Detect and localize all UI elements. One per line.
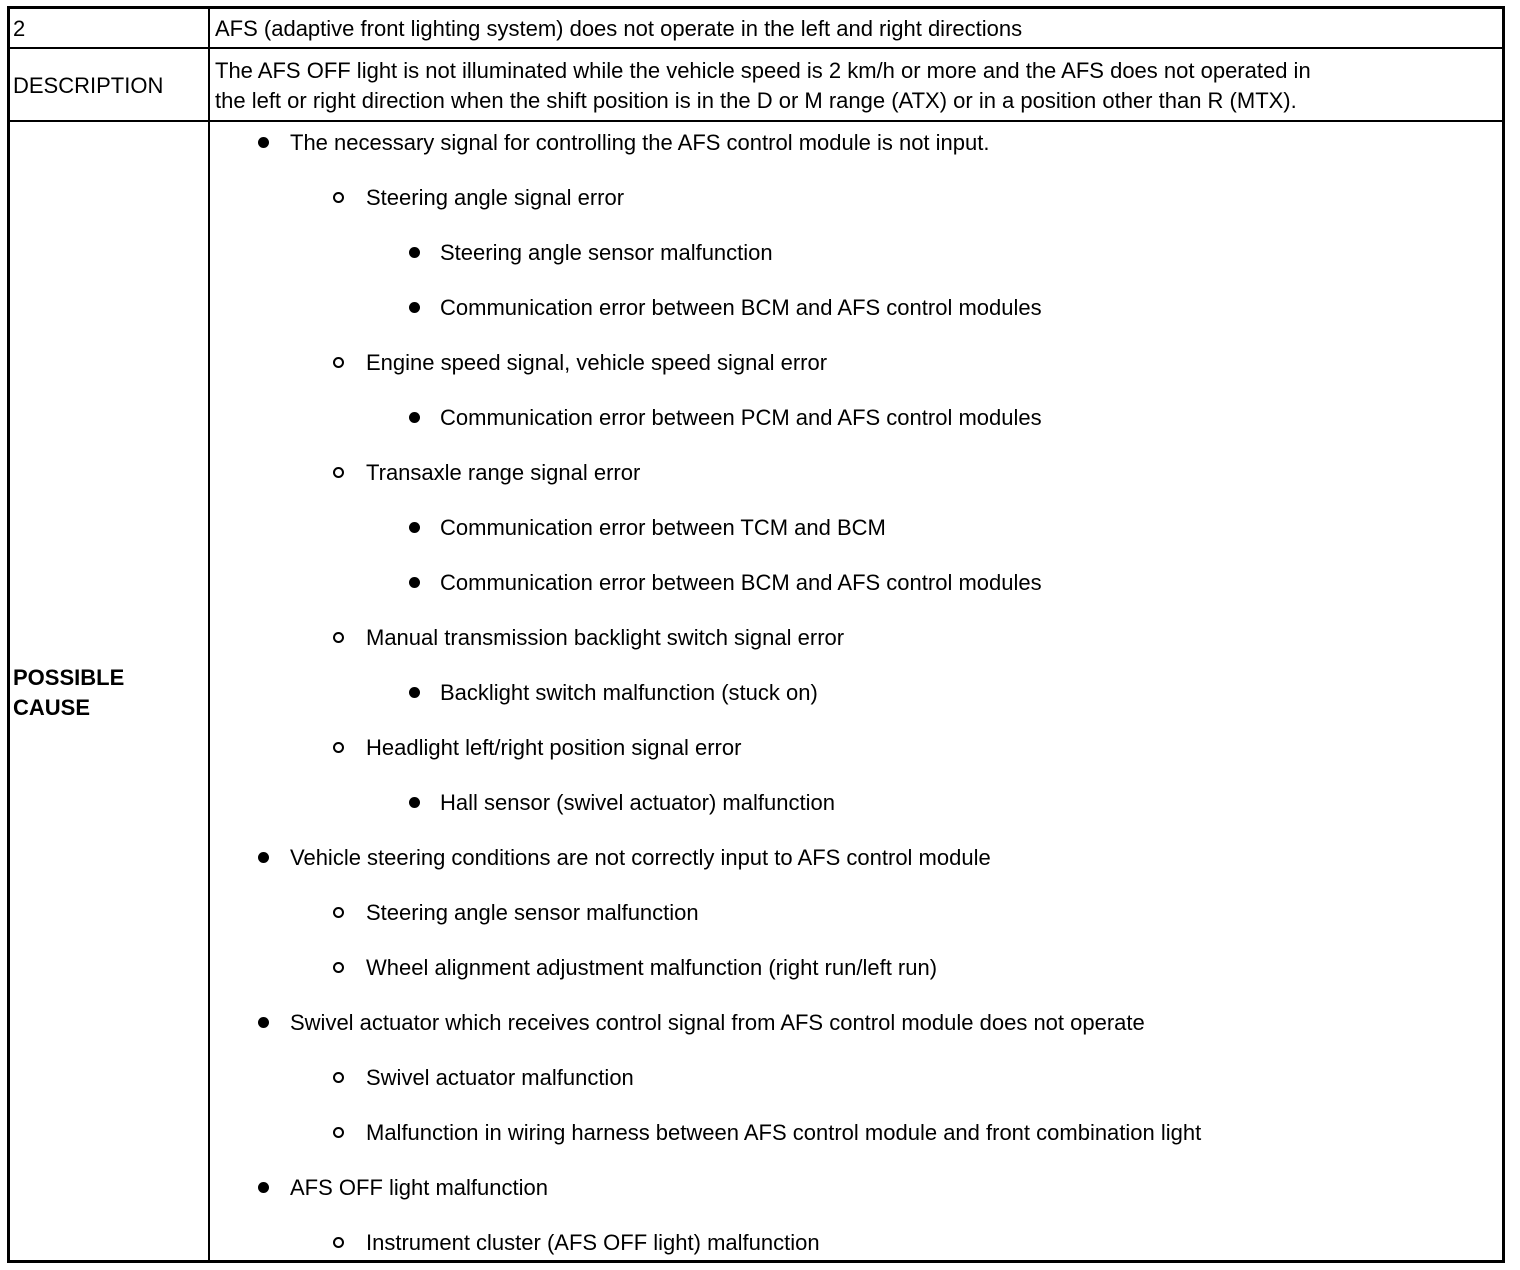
hollow-bullet-icon	[333, 907, 344, 918]
cause-item-text: Swivel actuator malfunction	[366, 1065, 634, 1090]
description-label: DESCRIPTION	[13, 73, 164, 98]
description-line-1: The AFS OFF light is not illuminated while the vehicle speed is 2 km/h or more and the AFS does not operated in	[215, 58, 1311, 83]
cause-item-text: Steering angle sensor malfunction	[440, 240, 773, 265]
filled-bullet-icon	[409, 247, 420, 258]
cause-item-text: The necessary signal for controlling the AFS control module is not input.	[290, 130, 990, 155]
filled-bullet-icon	[258, 1182, 269, 1193]
filled-bullet-icon	[409, 302, 420, 313]
cause-item-text: Instrument cluster (AFS OFF light) malfunction	[366, 1230, 820, 1255]
hollow-bullet-icon	[333, 742, 344, 753]
cause-item-text: Manual transmission backlight switch signal error	[366, 625, 845, 650]
hollow-bullet-icon	[333, 1072, 344, 1083]
cause-item-text: Swivel actuator which receives control signal from AFS control module does not operate	[290, 1010, 1145, 1035]
cause-item-text: Hall sensor (swivel actuator) malfunction	[440, 790, 835, 815]
possible-cause-label-line-2: CAUSE	[13, 695, 91, 720]
row-divider-description	[7, 120, 1505, 122]
hollow-bullet-icon	[333, 467, 344, 478]
cause-item-text: Steering angle signal error	[366, 185, 625, 210]
step-title: AFS (adaptive front lighting system) does not operate in the left and right directions	[215, 16, 1023, 41]
cause-item-text: Headlight left/right position signal error	[366, 735, 742, 760]
filled-bullet-icon	[409, 522, 420, 533]
hollow-bullet-icon	[333, 192, 344, 203]
possible-cause-label-line-1: POSSIBLE	[13, 665, 125, 690]
cause-item-text: Communication error between BCM and AFS control modules	[440, 570, 1042, 595]
filled-bullet-icon	[258, 137, 269, 148]
filled-bullet-icon	[258, 1017, 269, 1028]
cause-item-text: Engine speed signal, vehicle speed signal error	[366, 350, 828, 375]
hollow-bullet-icon	[333, 1127, 344, 1138]
cause-item-text: Backlight switch malfunction (stuck on)	[440, 680, 818, 705]
hollow-bullet-icon	[333, 1237, 344, 1248]
cause-item-text: AFS OFF light malfunction	[290, 1175, 548, 1200]
cause-item-text: Communication error between TCM and BCM	[440, 515, 886, 540]
cause-item-text: Wheel alignment adjustment malfunction (right run/left run)	[366, 955, 938, 980]
cause-item-text: Vehicle steering conditions are not correctly input to AFS control module	[290, 845, 991, 870]
description-line-2: the left or right direction when the shift position is in the D or M range (ATX) or in a position other than R (MTX).	[215, 88, 1297, 113]
filled-bullet-icon	[258, 852, 269, 863]
step-number: 2	[13, 16, 26, 41]
row-divider-title	[7, 47, 1505, 49]
cause-item-text: Malfunction in wiring harness between AFS control module and front combination light	[366, 1120, 1202, 1145]
cause-item-text: Communication error between BCM and AFS control modules	[440, 295, 1042, 320]
cause-item-text: Steering angle sensor malfunction	[366, 900, 699, 925]
filled-bullet-icon	[409, 797, 420, 808]
hollow-bullet-icon	[333, 632, 344, 643]
filled-bullet-icon	[409, 687, 420, 698]
cause-item-text: Transaxle range signal error	[366, 460, 641, 485]
filled-bullet-icon	[409, 577, 420, 588]
hollow-bullet-icon	[333, 962, 344, 973]
hollow-bullet-icon	[333, 357, 344, 368]
column-divider	[208, 6, 210, 1263]
filled-bullet-icon	[409, 412, 420, 423]
cause-item-text: Communication error between PCM and AFS control modules	[440, 405, 1042, 430]
